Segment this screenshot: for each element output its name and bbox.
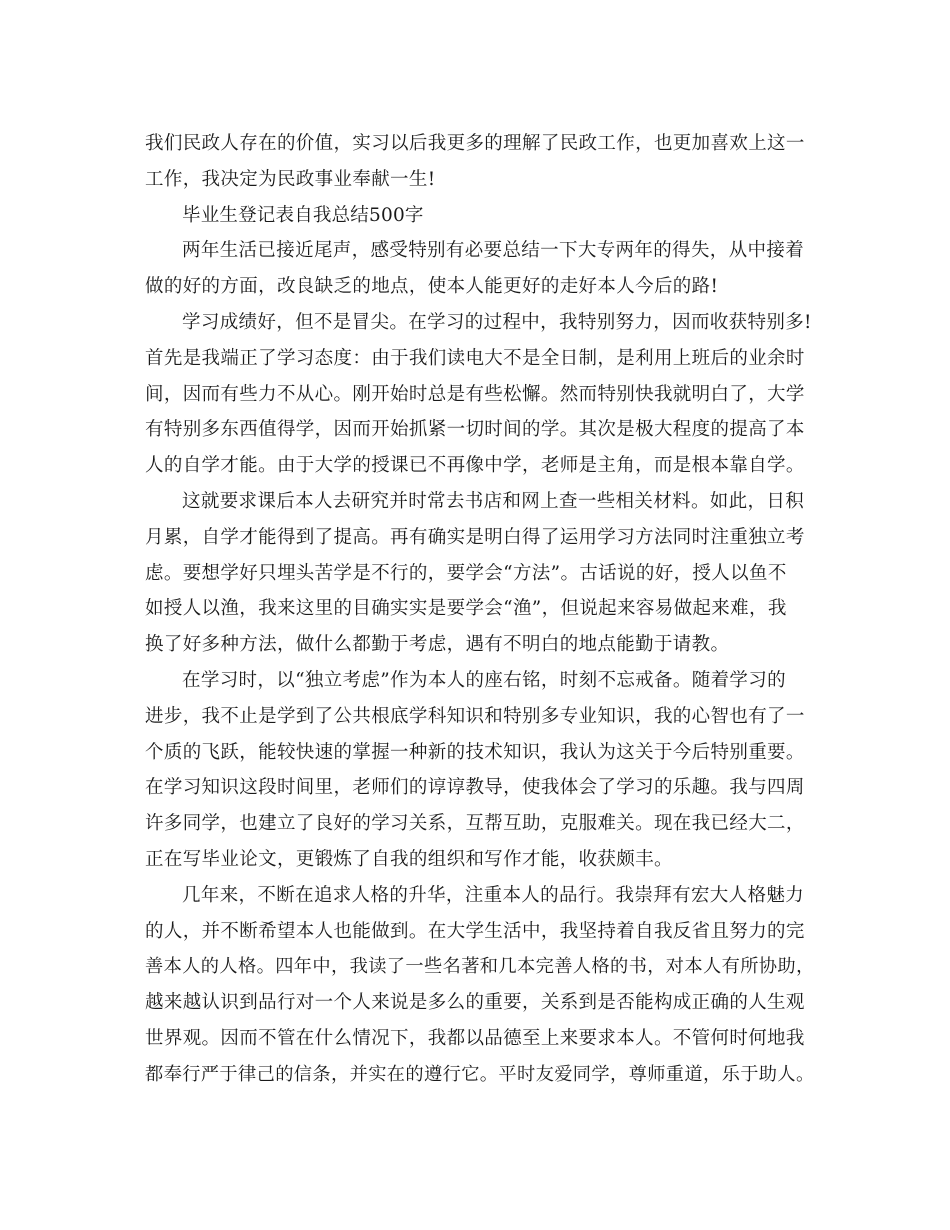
- text-line: 首先是我端正了学习态度：由于我们读电大不是全日制，是利用上班后的业余时: [145, 347, 805, 369]
- text-line: 间，因而有些力不从心。刚开始时总是有些松懈。然而特别快我就明白了，大学: [145, 383, 805, 405]
- paragraph-start-line: 两年生活已接近尾声，感受特别有必要总结一下大专两年的得失，从中接着: [182, 240, 805, 262]
- section-heading: 毕业生登记表自我总结500字: [182, 204, 424, 226]
- text-line: 做的好的方面，改良缺乏的地点，使本人能更好的走好本人今后的路!: [145, 276, 719, 298]
- text-line: 换了好多种方法，做什么都勤于考虑，遇有不明白的地点能勤于请教。: [145, 634, 730, 656]
- paragraph-start-line: 这就要求课后本人去研究并时常去书店和网上查一些相关材料。如此，日积: [182, 490, 805, 512]
- text-line: 的人，并不断希望本人也能做到。在大学生活中，我坚持着自我反省且努力的完: [145, 920, 805, 942]
- text-line: 在学习知识这段时间里，老师们的谆谆教导，使我体会了学习的乐趣。我与四周: [145, 777, 805, 799]
- text-line: 正在写毕业论文，更锻炼了自我的组织和写作才能，收获颇丰。: [145, 848, 673, 870]
- text-line: 工作，我决定为民政事业奉献一生!: [145, 168, 436, 190]
- text-line: 世界观。因而不管在什么情况下，我都以品德至上来要求本人。不管何时何地我: [145, 1027, 805, 1049]
- text-line: 进步，我不止是学到了公共根底学科知识和特别多专业知识，我的心智也有了一: [145, 705, 805, 727]
- text-line: 月累，自学才能得到了提高。再有确实是明白得了运用学习方法同时注重独立考: [145, 526, 805, 548]
- document-body: [145, 126, 815, 1093]
- paragraph-start-line: 几年来，不断在追求人格的升华，注重本人的品行。我崇拜有宏大人格魅力: [182, 884, 805, 906]
- text-line: 许多同学，也建立了良好的学习关系，互帮互助，克服难关。现在我已经大二，: [145, 813, 805, 835]
- text-line: 如授人以渔，我来这里的目确实实是要学会“渔”，但说起来容易做起来难，我: [145, 598, 787, 620]
- paragraph-start-line: 学习成绩好，但不是冒尖。在学习的过程中，我特别努力，因而收获特别多!: [182, 311, 812, 333]
- paragraph-start-line: 在学习时，以“独立考虑”作为本人的座右铭，时刻不忘戒备。随着学习的: [182, 669, 786, 691]
- text-line: 都奉行严于律己的信条，并实在的遵行它。平时友爱同学，尊师重道，乐于助人。: [145, 1063, 815, 1085]
- text-line: 有特别多东西值得学，因而开始抓紧一切时间的学。其次是极大程度的提高了本: [145, 419, 805, 441]
- text-line: 我们民政人存在的价值，实习以后我更多的理解了民政工作，也更加喜欢上这一: [145, 133, 805, 154]
- text-line: 越来越认识到品行对一个人来说是多么的重要，关系到是否能构成正确的人生观: [145, 992, 805, 1014]
- text-line: 善本人的人格。四年中，我读了一些名著和几本完善人格的书，对本人有所协助，: [145, 956, 815, 978]
- text-line: 个质的飞跃，能较快速的掌握一种新的技术知识，我认为这关于今后特别重要。: [145, 741, 805, 763]
- text-line: 虑。要想学好只埋头苦学是不行的，要学会“方法”。古话说的好，授人以鱼不: [145, 562, 787, 584]
- text-line: 人的自学才能。由于大学的授课已不再像中学，老师是主角，而是根本靠自学。: [145, 455, 805, 477]
